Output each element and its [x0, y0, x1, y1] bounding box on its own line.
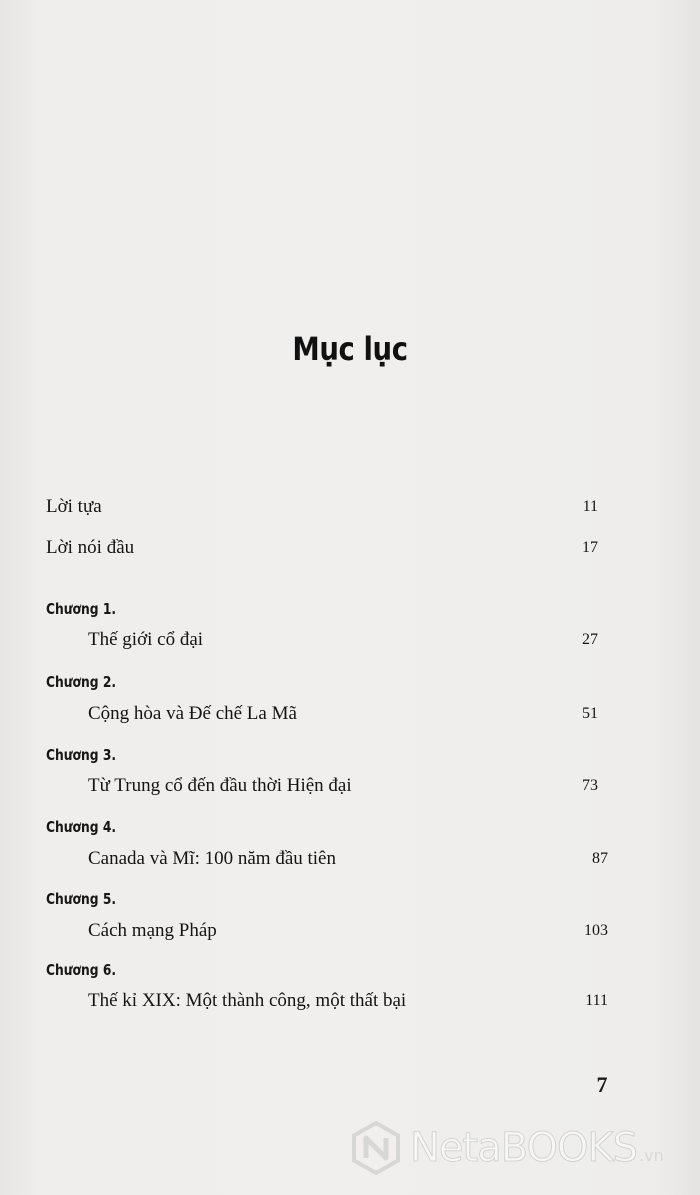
- watermark-suffix: .vn: [639, 1145, 664, 1165]
- chapter-label: Chương 6.: [46, 961, 117, 979]
- chapter-page: 111: [585, 992, 608, 1009]
- chapter-page: 73: [582, 777, 598, 794]
- chapter-label: Chương 1.: [46, 600, 117, 618]
- page-title: Mục lục: [292, 330, 408, 368]
- chapter-title: Thế giới cổ đại: [88, 629, 204, 650]
- chapter-title: Thế kỉ XIX: Một thành công, một thất bại: [88, 990, 407, 1011]
- chapter-title: Cộng hòa và Đế chế La Mã: [88, 703, 297, 724]
- watermark-brand: NetaBOOKS: [410, 1125, 638, 1171]
- toc-page-preface: 11: [582, 498, 598, 515]
- watermark: [348, 1118, 688, 1178]
- chapter-title: Canada và Mĩ: 100 năm đầu tiên: [88, 848, 336, 869]
- neta-logo-icon: [348, 1120, 404, 1176]
- chapter-page: 87: [592, 850, 608, 867]
- toc-page-introduction: 17: [582, 539, 598, 556]
- chapter-page: 27: [582, 631, 598, 648]
- chapter-title: Cách mạng Pháp: [88, 920, 217, 941]
- chapter-label: Chương 3.: [46, 746, 117, 764]
- chapter-title: Từ Trung cổ đến đầu thời Hiện đại: [88, 775, 352, 796]
- chapter-page: 51: [582, 705, 598, 722]
- chapter-page: 103: [584, 922, 608, 939]
- toc-entry-preface: Lời tựa: [46, 496, 102, 517]
- page-number: 7: [596, 1072, 608, 1097]
- chapter-label: Chương 4.: [46, 818, 117, 836]
- toc-entry-introduction: Lời nói đầu: [46, 537, 135, 558]
- chapter-label: Chương 5.: [46, 890, 117, 908]
- chapter-label: Chương 2.: [46, 673, 117, 691]
